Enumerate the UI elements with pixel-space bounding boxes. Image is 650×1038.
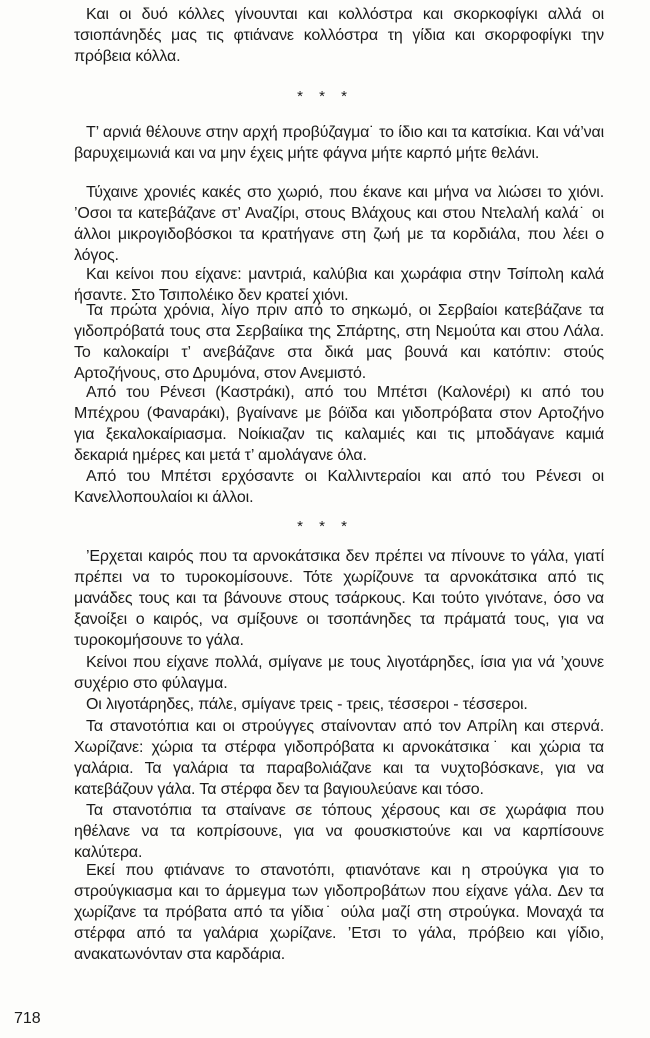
paragraph: Εκεί που φτιάνανε το στανοτόπι, φτιανότανε και η στρούγκα για το στρούγκιασμα και το άρμεγμα των γιδοπροβάτων που είχανε γάλα. Δεν τα χωρίζανε τα πρόβατα από τα γίδια˙ ούλα μαζί στη στρούγκα. Μοναχά τα στέρφα από τα γαλάρια χωρίζανε. ’Ετσι το γάλα, πρόβειο και γίδιο, ανακατωνόνταν στα καρδάρια. (74, 862, 604, 963)
paragraph: Και οι δυό κόλλες γίνουνται και κολλόστρα και σκορκοφίγκι αλλά οι τσιοπάνηδές μας τις φτιάνανε κολλόστρα τη γίδια και σκορφοφίγκι την πρόβεια κόλλα. (74, 6, 604, 65)
paragraph: Από του Ρένεσι (Καστράκι), από του Μπέτσι (Καλονέρι) κι από του Μπέχρου (Φαναράκι), βγαίνανε με βόϊδα και γιδοπρόβατα στον Αρτοζήνο για ξεκαλοκαίριασμα. Νοίκιαζαν τις καλαμιές και τις μποδάγανε καμιά δεκαριά ημέρες και μετά τ’ αμολάγανε όλα. (74, 384, 604, 464)
paragraph: Τύχαινε χρονιές κακές στο χωριό, που έκανε και μήνα να λιώσει το χιόνι. ’Οσοι τα κατεβάζανε στ’ Αναζίρι, στους Βλάχους και στου Ντελαλή καλά˙ οι άλλοι μικρογιδοβόσκοι τα κρατήγανε στη ζωή με τα κορδιάλα, που λέει ο λόγος. (74, 184, 604, 264)
section-separator: * * * (297, 88, 353, 105)
paragraph: Τα πρώτα χρόνια, λίγο πριν από το σηκωμό, οι Σερβαίοι κατεβάζανε τα γιδοπρόβατά τους στα Σερβαίικα της Σπάρτης, στη Νεμούτα και στου Λάλα. Το καλοκαίρι τ’ ανεβάζανε στα δικά μας βουνά και κατόπιν: στούς Αρτοζήνους, στο Δρυμόνα, στον Ανεμιστό. (74, 302, 604, 382)
paragraph: ’Ερχεται καιρός που τα αρνοκάτσικα δεν πρέπει να πίνουνε το γάλα, γιατί πρέπει να το τυροκομίσουνε. Τότε χωρίζουνε τα αρνοκάτσικα από τις μανάδες τους και τα βάνουνε στους τσάρκους. Και τούτο γινότανε, όσο να ξανοίξει ο καιρός, να σμίξουνε οι τσοπάνηδες τα πράματά τους, για να τυροκομήσουνε το γάλα. (74, 548, 604, 649)
paragraph: Κείνοι που είχανε πολλά, σμίγανε με τους λιγοτάρηδες, ίσια για νά ’χουνε συχέριο στο φύλαγμα. (74, 654, 604, 692)
page-number: 718 (14, 1010, 41, 1027)
paragraph: Και κείνοι που είχανε: μαντριά, καλύβια και χωράφια στην Τσίπολη καλά ήσαντε. Στο Τσιπολέικο δεν κρατεί χιόνι. (74, 266, 604, 304)
paragraph: Τ’ αρνιά θέλουνε στην αρχή προβύζαγμα˙ το ίδιο και τα κατσίκια. Και νά’ναι βαρυχειμωνιά και να μην έχεις μήτε φάγνα μήτε καρπό μήτε θελάνι. (74, 124, 604, 162)
paragraph: Οι λιγοτάρηδες, πάλε, σμίγανε τρεις - τρεις, τέσσεροι - τέσσεροι. (86, 696, 528, 713)
paragraph: Τα στανοτόπια τα σταίνανε σε τόπους χέρσους και σε χωράφια που ηθέλανε να τα κοπρίσουνε, για να φουσκιστούνε και να καρπίσουνε καλύτερα. (74, 802, 604, 861)
paragraph: Από του Μπέτσι ερχόσαντε οι Καλλιντεραίοι και από του Ρένεσι οι Κανελλοπουλαίοι κι άλλοι. (74, 468, 604, 506)
paragraph: Τα στανοτόπια και οι στρούγγες σταίνονταν από τον Απρίλη και στερνά. Χωρίζανε: χώρια τα στέρφα γιδοπρόβατα κι αρνοκάτσικα˙ και χώρια τα γαλάρια. Τα γαλάρια τα παραβολιάζανε και τα νυχτοβόσκανε, για να κατεβάζουν γάλα. Τα στέρφα δεν τα βαγιουλεύανε και τόσο. (74, 718, 604, 798)
section-separator: * * * (297, 518, 353, 535)
